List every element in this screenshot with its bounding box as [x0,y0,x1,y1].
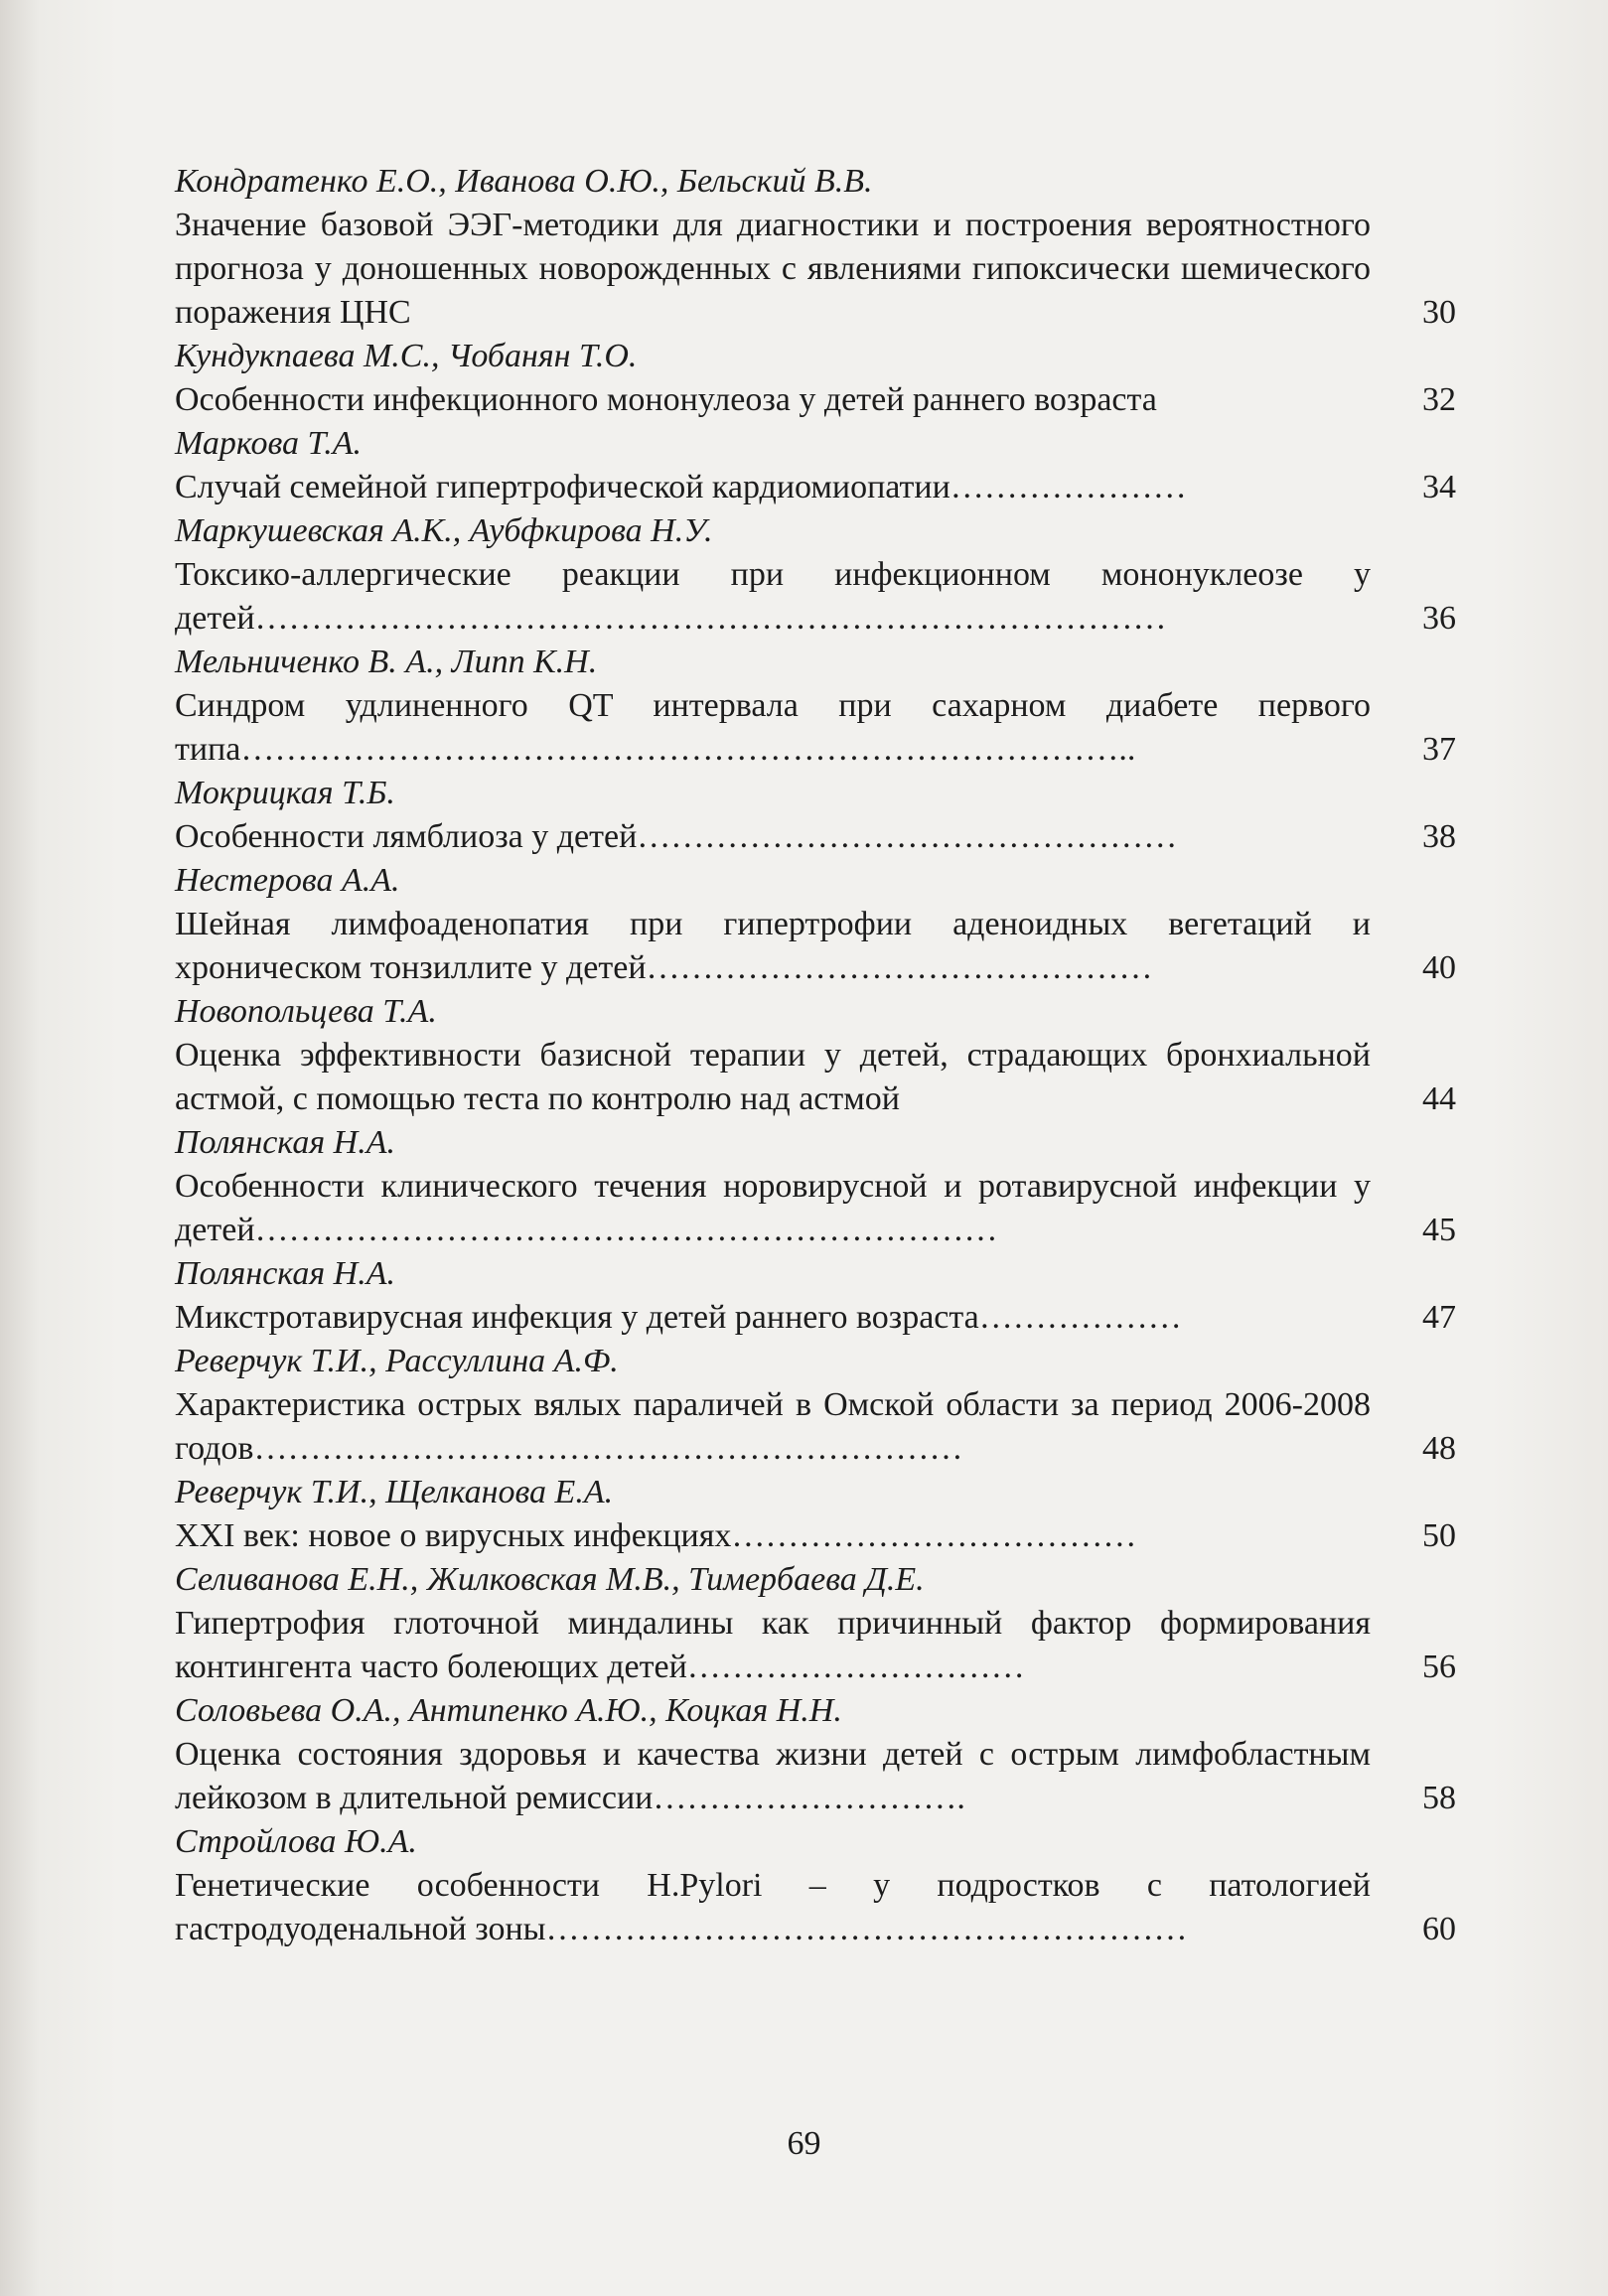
toc-entry-page-number: 56 [1422,1649,1456,1685]
toc-entry-title: Значение базовой ЭЭГ-методики для диагностики и построения вероятностного прогноза у доношенных новорожденных с явлениями гипоксически шемического поражения ЦНС [175,207,1371,331]
toc-entry-page-number: 30 [1422,294,1456,331]
toc-entry-authors: Реверчук Т.И., Рассуллина А.Ф. [175,1343,619,1379]
toc-entry [175,1252,1456,1340]
page-number: 69 [787,2125,821,2162]
toc-entry [175,1558,1456,1689]
toc-entry-title-row [175,1296,1456,1340]
toc-entry-title-row [175,553,1456,641]
toc-entry-page-number: 48 [1422,1430,1456,1467]
toc-entry-page-number: 58 [1422,1780,1456,1816]
toc-entry-title: XXI век: новое о вирусных инфекциях……………………………… [175,1517,1137,1554]
toc-entry [175,160,1456,335]
toc-entry-title-row [175,1864,1456,1951]
table-of-contents [175,160,1456,1951]
toc-entry-page-number: 47 [1422,1299,1456,1336]
toc-entry-authors: Новопольцева Т.А. [175,993,437,1030]
toc-entry-title: Оценка эффективности базисной терапии у детей, страдающих бронхиальной астмой, с помощью теста по контролю над астмой [175,1037,1371,1117]
toc-entry-title: Характеристика острых вялых параличей в Омской области за период 2006-2008 годов……………………………………………………… [175,1386,1371,1467]
toc-entry-page-number: 37 [1422,731,1456,768]
toc-entry [175,509,1456,641]
toc-entry-title-row [175,1383,1456,1471]
toc-entry [175,859,1456,990]
toc-entry [175,641,1456,772]
toc-entry-title: Особенности инфекционного мононулеоза у детей раннего возраста [175,381,1157,418]
toc-entry-authors: Селиванова Е.Н., Жилковская М.В., Тимербаева Д.Е. [175,1561,925,1598]
toc-entry [175,990,1456,1121]
toc-entry-authors: Соловьева О.А., Антипенко А.Ю., Коцкая Н.Н. [175,1692,842,1729]
toc-entry-authors: Полянская Н.А. [175,1255,395,1292]
toc-entry [175,335,1456,422]
toc-entry-page-number: 50 [1422,1517,1456,1554]
toc-entry [175,1689,1456,1820]
toc-entry-title-row [175,1602,1456,1689]
toc-entry [175,1820,1456,1951]
toc-entry-page-number: 38 [1422,818,1456,855]
toc-entry-authors: Нестерова А.А. [175,862,400,899]
toc-entry-page-number: 36 [1422,600,1456,637]
toc-entry-title-row [175,466,1456,509]
toc-entry-title-row [175,1034,1456,1121]
toc-entry-authors: Маркушевская А.К., Аубфкирова Н.У. [175,512,713,549]
toc-entry-title-row [175,1165,1456,1252]
toc-entry [175,1121,1456,1252]
toc-entry-title: Особенности лямблиоза у детей………………………………………… [175,818,1178,855]
toc-entry-title-row [175,1733,1456,1820]
toc-entry-page-number: 34 [1422,469,1456,505]
toc-entry-authors: Кондратенко Е.О., Иванова О.Ю., Бельский В.В. [175,163,873,200]
toc-entry-page-number: 32 [1422,381,1456,418]
toc-entry-page-number: 44 [1422,1080,1456,1117]
toc-entry [175,1471,1456,1558]
toc-entry-title-row [175,378,1456,422]
toc-entry-title-row [175,684,1456,772]
toc-entry-title-row [175,204,1456,335]
toc-entry [175,772,1456,859]
toc-entry-title: Токсико-аллергические реакции при инфекционном мононуклеозе у детей……………………………………………………………………… [175,556,1371,637]
toc-entry-page-number: 45 [1422,1212,1456,1248]
toc-entry-title: Оценка состояния здоровья и качества жизни детей с острым лимфобластным лейкозом в длительной ремиссии………………………. [175,1736,1371,1816]
toc-entry-title: Шейная лимфоаденопатия при гипертрофии аденоидных вегетаций и хроническом тонзиллите у детей……………………………………… [175,906,1371,986]
toc-entry-title: Синдром удлиненного QT интервала при сахарном диабете первого типа…………………………………………………………………….. [175,687,1371,768]
toc-entry-title: Случай семейной гипертрофической кардиомиопатии………………… [175,469,1187,505]
toc-entry-title-row [175,815,1456,859]
toc-entry-page-number: 60 [1422,1911,1456,1947]
toc-entry-list [175,160,1456,1951]
toc-entry-title: Особенности клинического течения норовирусной и ротавирусной инфекции у детей………………………………………………………… [175,1168,1371,1248]
toc-entry-authors: Маркова Т.А. [175,425,363,462]
toc-entry [175,422,1456,509]
toc-entry-page-number: 40 [1422,949,1456,986]
toc-entry-title: Гипертрофия глоточной миндалины как причинный фактор формирования контингента часто болеющих детей………………………… [175,1605,1371,1685]
toc-entry-title-row [175,1514,1456,1558]
toc-entry-authors: Стройлова Ю.А. [175,1823,417,1860]
toc-entry-authors: Реверчук Т.И., Щелканова Е.А. [175,1474,614,1510]
toc-entry-authors: Полянская Н.А. [175,1124,395,1161]
toc-entry-authors: Мокрицкая Т.Б. [175,775,395,811]
toc-entry-authors: Мельниченко В. А., Липп К.Н. [175,644,598,680]
toc-entry-title-row [175,903,1456,990]
toc-entry [175,1340,1456,1471]
toc-entry-authors: Кундукпаева М.С., Чобанян Т.О. [175,338,638,374]
toc-entry-title: Микстротавирусная инфекция у детей раннего возраста……………… [175,1299,1182,1336]
toc-entry-title: Генетические особенности H.Pylori – у подростков с патологией гастродуоденальной зоны………………………………………………… [175,1867,1371,1947]
